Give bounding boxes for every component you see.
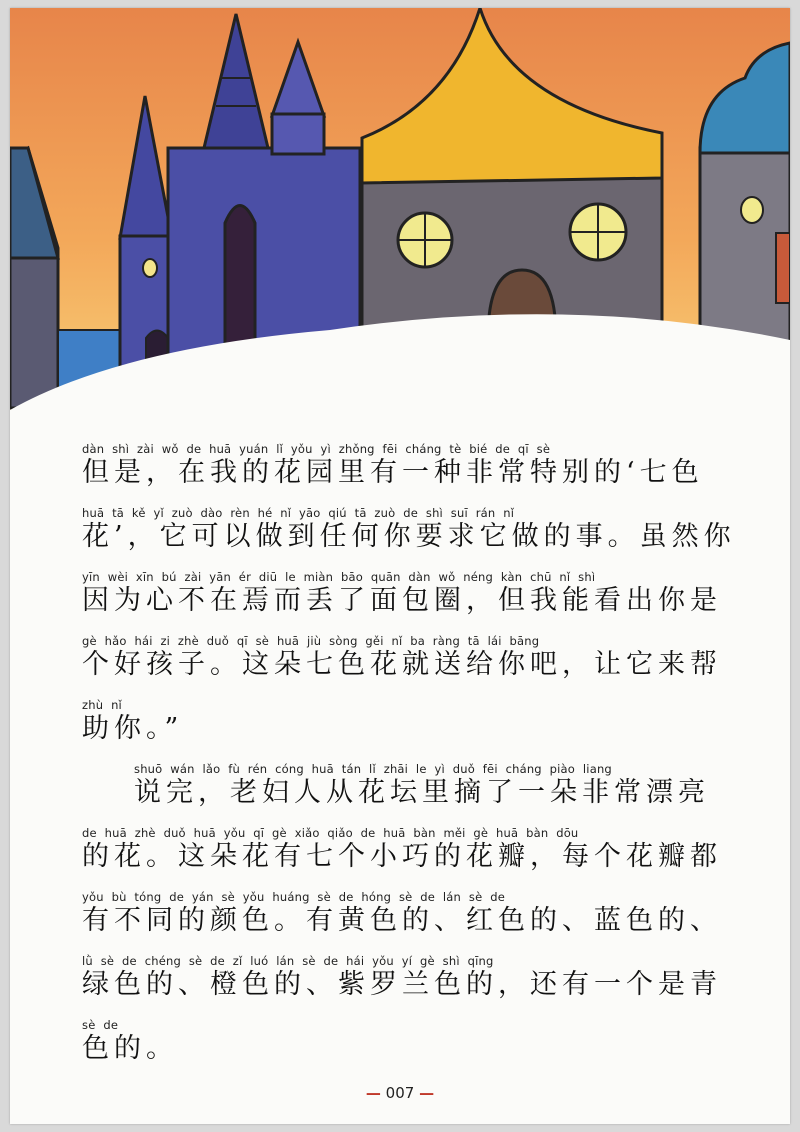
pinyin-annotation: dàn shì zài wǒ de huā yuán lǐ yǒu yì zhǒng fēi cháng tè bié de qī sè	[82, 442, 551, 456]
page-number-value: 007	[385, 1084, 415, 1102]
chinese-text: 个好孩子。这朵七色花就送给你吧，让它来帮	[82, 649, 722, 680]
castle-illustration	[10, 8, 790, 428]
page-number-dash-left: —	[365, 1084, 381, 1102]
text-line	[82, 884, 732, 948]
book-page	[10, 8, 790, 1124]
pinyin-annotation: yīn wèi xīn bú zài yān ér diū le miàn bāo quān dàn wǒ néng kàn chū nǐ shì	[82, 570, 596, 584]
pinyin-annotation: huā tā kě yǐ zuò dào rèn hé nǐ yāo qiú tā zuò de shì suī rán nǐ	[82, 506, 515, 520]
text-line	[82, 564, 732, 628]
chinese-text: 助你。”	[82, 713, 184, 744]
chinese-text: 但是，在我的花园里有一种非常特别的‘七色	[82, 457, 704, 488]
pinyin-annotation: shuō wán lǎo fù rén cóng huā tán lǐ zhāi le yì duǒ fēi cháng piào liang	[134, 762, 612, 776]
page-number-dash-right: —	[419, 1084, 435, 1102]
chinese-text: 绿色的、橙色的、紫罗兰色的，还有一个是青	[82, 969, 722, 1000]
text-line	[82, 1012, 732, 1076]
chinese-text: 有不同的颜色。有黄色的、红色的、蓝色的、	[82, 905, 722, 936]
text-line	[82, 820, 732, 884]
chinese-text: 花’，它可以做到任何你要求它做的事。虽然你	[82, 521, 736, 552]
chinese-text: 的花。这朵花有七个小巧的花瓣，每个花瓣都	[82, 841, 722, 872]
text-line-indented	[82, 756, 732, 820]
chinese-text: 色的。	[82, 1033, 178, 1064]
pinyin-annotation: gè hǎo hái zi zhè duǒ qī sè huā jiù sòng gěi nǐ ba ràng tā lái bāng	[82, 634, 540, 648]
pinyin-annotation: zhù nǐ	[82, 698, 122, 712]
text-line	[82, 500, 736, 564]
pinyin-annotation: de huā zhè duǒ huā yǒu qī gè xiǎo qiǎo de huā bàn měi gè huā bàn dōu	[82, 826, 579, 840]
pinyin-annotation: sè de	[82, 1018, 119, 1032]
text-line	[82, 628, 732, 692]
text-line	[82, 436, 732, 500]
story-text	[82, 436, 736, 1076]
chinese-text: 说完，老妇人从花坛里摘了一朵非常漂亮	[134, 777, 710, 808]
text-line	[82, 948, 732, 1012]
pinyin-annotation: lǜ sè de chéng sè de zǐ luó lán sè de hái yǒu yí gè shì qīng	[82, 954, 494, 968]
pinyin-annotation: yǒu bù tóng de yán sè yǒu huáng sè de hóng sè de lán sè de	[82, 890, 505, 904]
chinese-text: 因为心不在焉而丢了面包圈，但我能看出你是	[82, 585, 722, 616]
page-number	[10, 1084, 790, 1102]
text-line	[82, 692, 732, 756]
